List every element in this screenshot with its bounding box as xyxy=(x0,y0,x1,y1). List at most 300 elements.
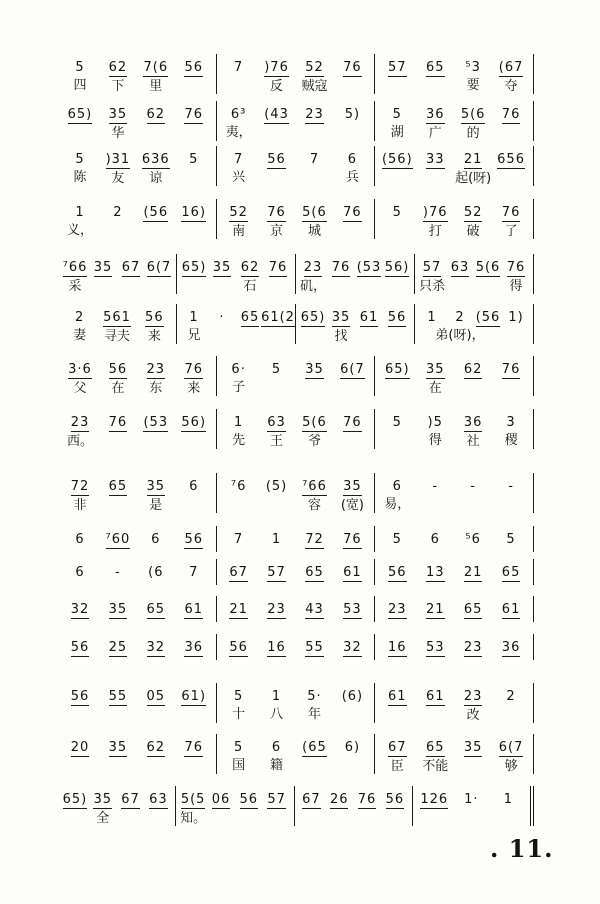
beat xyxy=(264,258,292,294)
measure xyxy=(58,683,217,723)
beat xyxy=(175,105,213,141)
lyric: 来 xyxy=(187,381,201,396)
measure xyxy=(58,596,217,622)
score-system xyxy=(58,596,534,622)
note-group: 35 xyxy=(305,362,324,377)
beat xyxy=(333,563,371,585)
lyric: 的 xyxy=(466,126,480,141)
beat xyxy=(175,58,213,94)
beat xyxy=(333,687,371,723)
note-group: 65 xyxy=(240,310,260,325)
note-group: (6) xyxy=(341,689,364,704)
beat xyxy=(492,58,530,94)
note-group: 2 xyxy=(113,205,123,220)
lyric: 改 xyxy=(466,708,480,723)
measure xyxy=(217,734,376,774)
measure xyxy=(375,526,534,552)
measure xyxy=(217,683,376,723)
note-group: 3·6 xyxy=(68,362,92,377)
measure xyxy=(58,786,176,826)
beat xyxy=(61,563,99,585)
note-group: 5 xyxy=(75,152,85,167)
beat xyxy=(296,687,334,723)
note-group: 6 xyxy=(75,565,85,580)
beat xyxy=(355,258,383,294)
beat xyxy=(99,563,137,585)
beat xyxy=(137,203,175,239)
beat xyxy=(454,687,492,723)
note-group: 32 xyxy=(70,602,90,617)
note-group: 63 xyxy=(267,415,286,430)
beat xyxy=(378,413,416,449)
note-group: (56 xyxy=(475,310,501,325)
beat xyxy=(454,203,492,239)
lyric: 夷， xyxy=(225,125,252,140)
note-group: 65) xyxy=(62,792,88,807)
page-number: . 11. xyxy=(490,834,554,863)
beat xyxy=(61,360,99,396)
beat xyxy=(296,600,334,622)
beat xyxy=(381,790,409,826)
beat xyxy=(416,58,454,94)
lyric: 弟(呀)， xyxy=(435,328,485,343)
score-system xyxy=(58,559,534,585)
lyric: 全 xyxy=(96,811,110,826)
beat xyxy=(220,58,258,94)
note-group: 05 xyxy=(146,689,166,704)
note-group: 636 xyxy=(141,152,170,167)
score-system xyxy=(58,199,534,239)
beat xyxy=(175,413,213,449)
note-group: 57 xyxy=(422,260,442,275)
beat xyxy=(296,203,334,239)
beat xyxy=(208,308,236,344)
beat xyxy=(137,413,175,449)
beat xyxy=(258,105,296,141)
note-group: ⁷60 xyxy=(105,532,131,547)
note-group: 5) xyxy=(344,107,361,122)
note-group: 06 xyxy=(211,792,231,807)
measure xyxy=(375,596,534,622)
beat xyxy=(220,360,258,396)
note-group: (65 xyxy=(302,740,327,755)
note-group: 61 xyxy=(425,689,445,704)
beat xyxy=(99,203,137,239)
note-group: 6 xyxy=(151,532,161,547)
beat xyxy=(333,530,371,552)
beat xyxy=(435,308,485,344)
note-group: 76 xyxy=(501,205,521,220)
note-group: 13 xyxy=(425,565,445,580)
note-group: 43 xyxy=(305,602,324,617)
note-group: 5 xyxy=(392,107,402,122)
lyric: 了 xyxy=(504,224,518,239)
note-group: 67 xyxy=(121,260,141,275)
lyric: 够 xyxy=(504,759,518,774)
measure xyxy=(58,559,217,585)
note-group: 23 xyxy=(305,107,324,122)
note-group: 61(2 xyxy=(261,310,295,325)
note-group: 52 xyxy=(305,60,324,75)
beat xyxy=(454,413,492,449)
beat xyxy=(333,413,371,449)
note-group: 16) xyxy=(181,205,207,220)
beat xyxy=(416,738,454,774)
beat xyxy=(261,308,295,344)
beat xyxy=(383,258,411,294)
note-group: 63 xyxy=(149,792,168,807)
note-group: )5 xyxy=(427,415,443,430)
score-system xyxy=(58,526,534,552)
lyric: 矶， xyxy=(299,279,326,294)
note-group: 61 xyxy=(501,602,521,617)
final-measure xyxy=(413,786,534,826)
note-group: 65 xyxy=(463,602,483,617)
beat xyxy=(61,105,99,141)
measure xyxy=(58,304,177,344)
beat xyxy=(99,360,137,396)
note-group: 62 xyxy=(146,740,166,755)
beat xyxy=(492,413,530,449)
lyric: 四 xyxy=(73,78,87,93)
note-group: (67 xyxy=(498,60,524,75)
note-group: )76 xyxy=(264,60,289,75)
note-group: 61 xyxy=(184,602,203,617)
note-group: 23 xyxy=(388,602,407,617)
beat xyxy=(492,477,530,513)
lyric: 妻 xyxy=(73,328,87,343)
note-group: 76 xyxy=(501,362,521,377)
beat xyxy=(325,790,353,826)
measure xyxy=(296,304,415,344)
note-group: 56 xyxy=(184,60,203,75)
lyric: 臣 xyxy=(390,759,404,774)
beat xyxy=(378,58,416,94)
beat xyxy=(236,258,264,294)
note-group: 23 xyxy=(303,260,323,275)
note-group: 7 xyxy=(189,565,199,580)
lyric: 夺 xyxy=(504,79,518,94)
lyric: 京 xyxy=(270,224,284,239)
beat xyxy=(299,258,327,294)
lyric: 得 xyxy=(509,279,523,294)
lyric: 义， xyxy=(66,223,93,238)
measure xyxy=(217,101,376,141)
note-group: 2 xyxy=(506,689,516,704)
note-group: 5(6 xyxy=(302,415,327,430)
beat xyxy=(61,477,99,513)
note-group: ⁷6 xyxy=(230,479,247,494)
measure xyxy=(375,356,534,396)
lyric: 父 xyxy=(73,381,87,396)
beat xyxy=(136,308,173,344)
beat xyxy=(378,600,416,622)
lyric: 石 xyxy=(243,279,257,294)
note-group: 6(7 xyxy=(146,260,172,275)
lyric: 容 xyxy=(307,498,321,513)
measure xyxy=(58,473,217,513)
beat xyxy=(61,308,98,344)
note-group: 3 xyxy=(506,415,516,430)
note-group: 21 xyxy=(463,152,483,167)
measure xyxy=(375,409,534,449)
beat xyxy=(61,258,89,294)
note-group: 5 xyxy=(392,415,402,430)
note-group: 6³ xyxy=(230,107,247,122)
note-group: )76 xyxy=(422,205,448,220)
lyric: 打 xyxy=(428,224,442,239)
note-group: 1 xyxy=(189,310,199,325)
lyric: 谅 xyxy=(149,171,163,186)
beat xyxy=(179,790,207,826)
beat xyxy=(61,203,99,239)
measure xyxy=(58,199,217,239)
note-group: 1 xyxy=(503,792,514,807)
note-group: 62 xyxy=(146,107,166,122)
lyric: 籍 xyxy=(270,758,284,773)
beat xyxy=(99,687,137,723)
beat xyxy=(502,308,530,344)
note-group: (56) xyxy=(381,152,413,167)
beat xyxy=(117,258,145,294)
lyric: 兵 xyxy=(345,170,359,185)
beat xyxy=(137,58,175,94)
note-group: 21 xyxy=(463,565,483,580)
note-group: - xyxy=(470,479,476,494)
beat xyxy=(61,738,99,774)
measure xyxy=(415,304,534,344)
beat xyxy=(454,530,492,552)
beat xyxy=(378,150,416,186)
beat xyxy=(333,477,371,513)
beat xyxy=(220,413,258,449)
lyric: 只杀 xyxy=(418,279,445,294)
note-group: 6(7 xyxy=(498,740,524,755)
measure xyxy=(217,473,376,513)
note-group: 56 xyxy=(70,640,90,655)
note-group: 35 xyxy=(212,260,232,275)
lyric: 是 xyxy=(149,498,163,513)
note-group: 6 xyxy=(392,479,402,494)
beat xyxy=(378,563,416,585)
beat xyxy=(137,638,175,660)
lyric: 采 xyxy=(68,279,82,294)
beat xyxy=(333,203,371,239)
beat xyxy=(137,687,175,723)
lyric: 湖 xyxy=(390,125,404,140)
note-group: 6 xyxy=(347,152,358,167)
note-group: - xyxy=(432,479,439,494)
note-group: 7(6 xyxy=(143,60,169,75)
lyric: (宽) xyxy=(340,498,364,513)
beat xyxy=(258,58,296,94)
measure xyxy=(375,634,534,660)
beat xyxy=(492,203,530,239)
note-group: 61) xyxy=(181,689,207,704)
note-group: 63 xyxy=(450,260,470,275)
beat xyxy=(99,58,137,94)
note-group: 53 xyxy=(425,640,445,655)
note-group: (56 xyxy=(143,205,169,220)
note-group: 5(6 xyxy=(302,205,327,220)
note-group: 65) xyxy=(300,310,326,325)
beat xyxy=(490,790,527,826)
note-group: 35 xyxy=(425,362,445,377)
lyric: 破 xyxy=(466,224,480,239)
note-group: ⁵3 xyxy=(465,60,481,75)
beat xyxy=(454,638,492,660)
beat xyxy=(296,413,334,449)
note-group: 7 xyxy=(233,532,244,547)
measure xyxy=(375,734,534,774)
lyric: 在 xyxy=(111,381,125,396)
beat xyxy=(454,477,492,513)
note-group: 56 xyxy=(229,640,248,655)
beat xyxy=(99,600,137,622)
beat xyxy=(327,308,355,344)
note-group: 35 xyxy=(463,740,483,755)
beat xyxy=(454,360,492,396)
beat xyxy=(333,638,371,660)
score-system xyxy=(58,634,534,660)
beat xyxy=(137,738,175,774)
beat xyxy=(175,477,213,513)
measure xyxy=(375,101,534,141)
beat xyxy=(416,413,454,449)
note-group: 65 xyxy=(305,565,324,580)
beat xyxy=(296,563,334,585)
beat xyxy=(492,150,530,186)
beat xyxy=(175,687,213,723)
beat xyxy=(378,477,416,513)
note-group: 56 xyxy=(108,362,128,377)
note-group: 35 xyxy=(146,479,166,494)
note-group: 656 xyxy=(497,152,525,167)
beat xyxy=(416,105,454,141)
note-group: 6) xyxy=(344,740,361,755)
measure xyxy=(217,146,376,186)
beat xyxy=(99,105,137,141)
note-group: ⁷66 xyxy=(302,479,327,494)
note-group: 61 xyxy=(343,565,362,580)
beat xyxy=(236,308,264,344)
beat xyxy=(416,790,453,826)
beat xyxy=(258,477,296,513)
note-group: 67 xyxy=(388,740,407,755)
beat xyxy=(220,600,258,622)
beat xyxy=(61,790,89,826)
beat xyxy=(220,738,258,774)
note-group: 5 xyxy=(271,362,282,377)
measure xyxy=(177,304,296,344)
measure xyxy=(58,54,217,94)
beat xyxy=(296,530,334,552)
note-group: 16 xyxy=(267,640,286,655)
lyric: 子 xyxy=(232,380,246,395)
note-group: 36 xyxy=(463,415,483,430)
measure xyxy=(58,526,217,552)
note-group: 35 xyxy=(331,310,351,325)
note-group: 7 xyxy=(233,152,244,167)
note-group: 23 xyxy=(146,362,166,377)
note-group: 76 xyxy=(184,107,203,122)
note-group: 23 xyxy=(70,415,90,430)
note-group: 56 xyxy=(184,532,203,547)
note-group: 6· xyxy=(231,362,246,377)
note-group: 76 xyxy=(331,260,351,275)
lyric: 年 xyxy=(307,707,321,722)
measure xyxy=(58,356,217,396)
lyric: 寻夫 xyxy=(103,329,130,344)
beat xyxy=(378,738,416,774)
measure xyxy=(176,786,294,826)
note-group: 56) xyxy=(384,260,410,275)
beat xyxy=(474,308,502,344)
note-group: 65 xyxy=(501,565,521,580)
note-group: 56 xyxy=(70,689,90,704)
note-group: 65 xyxy=(108,479,128,494)
beat xyxy=(378,638,416,660)
note-group: 6 xyxy=(189,479,199,494)
note-group: (53 xyxy=(356,260,382,275)
beat xyxy=(502,258,530,294)
beat xyxy=(220,105,258,141)
note-group: 35 xyxy=(93,260,113,275)
beat xyxy=(378,360,416,396)
beat xyxy=(416,360,454,396)
beat xyxy=(416,563,454,585)
note-group: 56 xyxy=(387,310,407,325)
beat xyxy=(378,530,416,552)
note-group: 5(6 xyxy=(460,107,486,122)
note-group: 35 xyxy=(108,602,128,617)
measure xyxy=(217,596,376,622)
beat xyxy=(61,687,99,723)
beat xyxy=(378,687,416,723)
measure xyxy=(375,473,534,513)
beat xyxy=(137,105,175,141)
beat xyxy=(258,530,296,552)
note-group: ⁷66 xyxy=(62,260,88,275)
note-group: 72 xyxy=(305,532,324,547)
beat xyxy=(220,150,258,186)
lyric: 反 xyxy=(270,79,284,94)
beat xyxy=(175,530,213,552)
beat xyxy=(492,600,530,622)
note-group: 5 xyxy=(233,689,244,704)
beat xyxy=(144,790,172,826)
lyric: 得 xyxy=(428,433,442,448)
beat xyxy=(492,638,530,660)
beat xyxy=(418,258,446,294)
beat xyxy=(416,530,454,552)
beat xyxy=(492,105,530,141)
note-group: 76 xyxy=(108,415,128,430)
beat xyxy=(175,638,213,660)
beat xyxy=(492,360,530,396)
lyric: 王 xyxy=(270,434,284,449)
note-group: 21 xyxy=(425,602,445,617)
beat xyxy=(145,258,173,294)
beat xyxy=(454,105,492,141)
score-system xyxy=(58,254,534,294)
note-group: 33 xyxy=(425,152,445,167)
lyric: 八 xyxy=(270,707,284,722)
beat xyxy=(220,477,258,513)
beat xyxy=(207,790,235,826)
beat xyxy=(258,150,296,186)
beat xyxy=(492,738,530,774)
